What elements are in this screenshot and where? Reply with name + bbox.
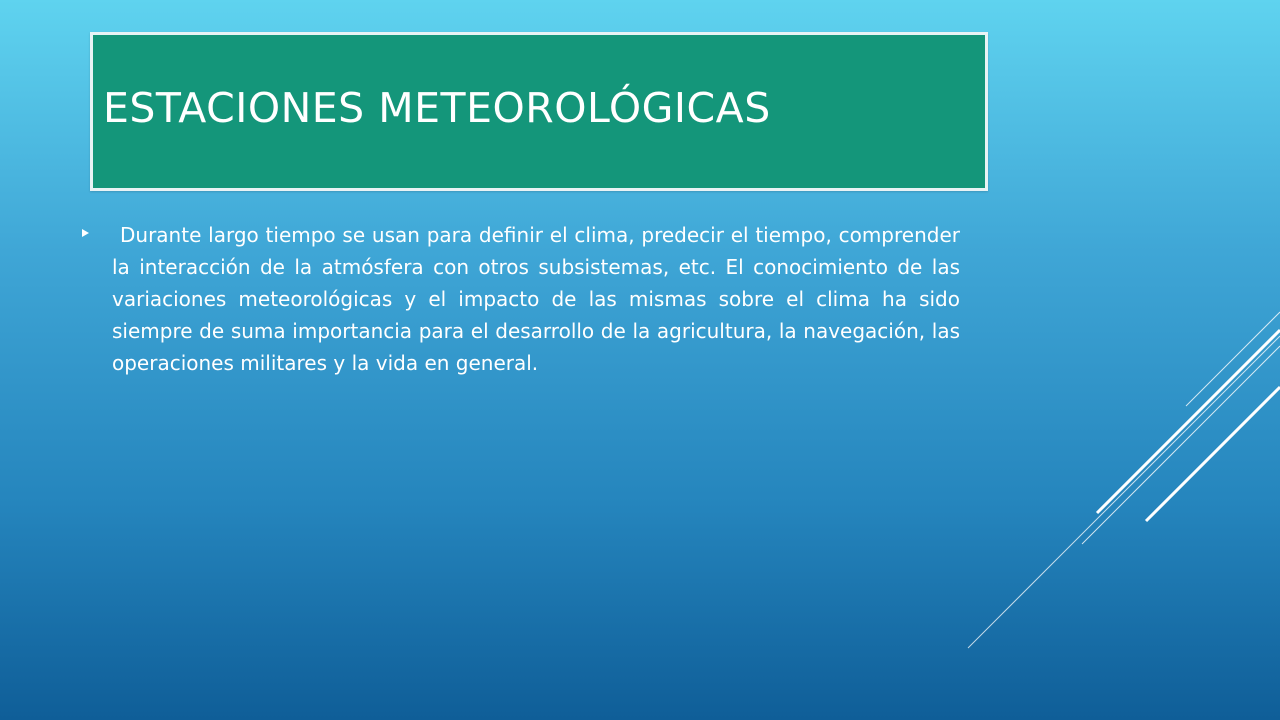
slide-content <box>82 219 960 379</box>
triangle-bullet-icon <box>82 229 89 237</box>
title-box <box>90 32 988 191</box>
deco-line-thick-1 <box>1097 330 1280 513</box>
deco-line-thin-short <box>1186 312 1280 406</box>
bullet-text: Durante largo tiempo se usan para definir el clima, predecir el tiempo, comprender la interacción de la atmósfera con otros subsistemas, etc. El conocimiento de las variaciones meteorológicas y el impacto de las mismas sobre el clima ha sido siempre de suma importancia para el desarrollo de la agricultura, la navegación, las operaciones militares y la vida en general. <box>112 223 960 375</box>
slide-title: ESTACIONES METEOROLÓGICAS <box>103 84 771 132</box>
deco-line-thin-2 <box>1082 346 1280 544</box>
deco-line-thick-2 <box>1146 387 1280 521</box>
bullet-item <box>82 219 960 379</box>
deco-line-thin-long <box>968 336 1280 648</box>
